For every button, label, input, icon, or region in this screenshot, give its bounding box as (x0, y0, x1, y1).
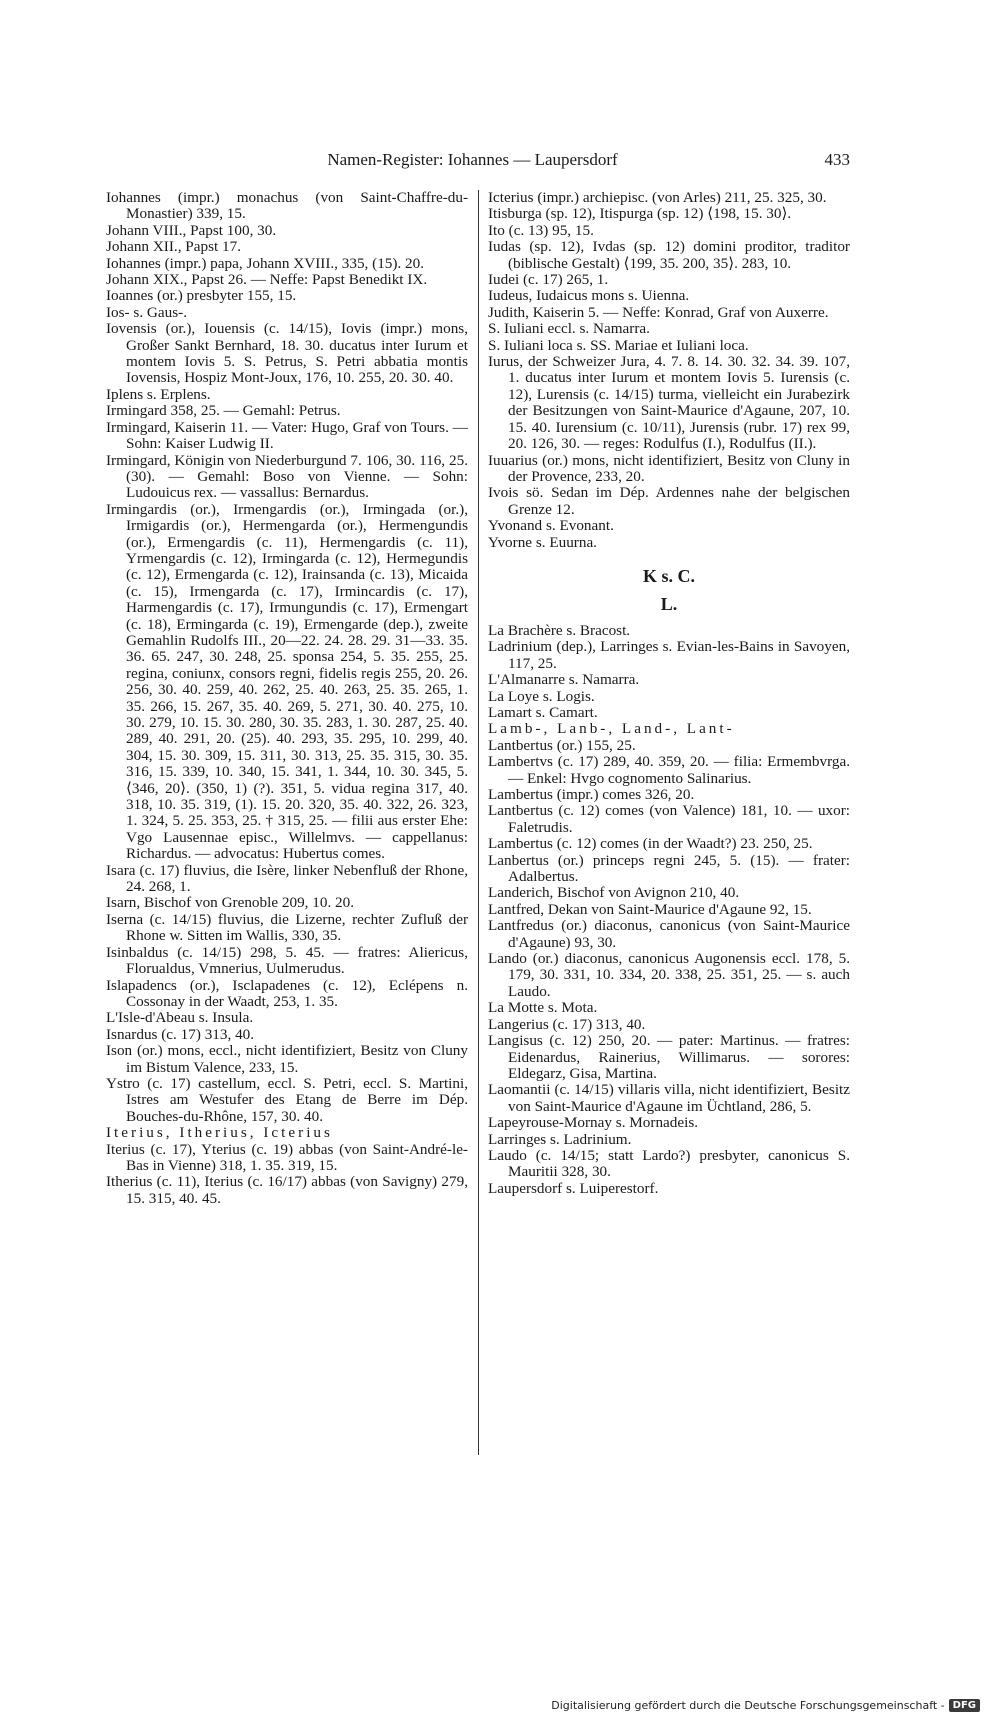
register-entry: Ison (or.) mons, eccl., nicht identifiziert, Besitz von Cluny im Bistum Valence, 233, 15. (106, 1042, 468, 1076)
register-entry: Lambertus (impr.) comes 326, 20. (488, 786, 695, 803)
register-entry: Iudei (c. 17) 265, 1. (488, 271, 609, 289)
register-entry: Iplens s. Erplens. (106, 385, 211, 403)
register-entry: Iudas (sp. 12), Ivdas (sp. 12) domini proditor, traditor (biblische Gestalt) ⟨199, 35. 200, 35⟩. 283, 10. (488, 238, 850, 272)
left-column (106, 190, 468, 1207)
register-entry: La Motte s. Mota. (488, 999, 598, 1017)
register-entry: Ito (c. 13) 95, 15. (488, 221, 594, 239)
register-entry: S. Iuliani loca s. SS. Mariae et Iuliani loca. (488, 336, 749, 354)
footer-text: Digitalisierung gefördert durch die Deutsche Forschungsgemeinschaft - (551, 1699, 945, 1712)
register-entry: Iohannes (impr.) papa, Johann XVIII., 335, (15). 20. (106, 254, 425, 272)
register-entry: Lamart s. Camart. (488, 703, 598, 721)
register-entry: Itherius (c. 11), Iterius (c. 16/17) abbas (von Savigny) 279, 15. 315, 40. 45. (106, 1173, 468, 1207)
right-column-bottom (488, 623, 850, 1197)
register-entry: Yvonand s. Evonant. (488, 517, 614, 535)
section-heading-k: K s. C. (642, 565, 695, 586)
register-entry: Langisus (c. 12) 250, 20. — pater: Martinus. — fratres: Eidenardus, Rainerius, Willimarus. — sorores: Eldegarz, Gisa, Martina. (488, 1032, 850, 1082)
register-entry: Laupersdorf s. Luiperestorf. (488, 1179, 659, 1197)
register-entry: Laomantii (c. 14/15) villaris villa, nicht identifiziert, Besitz von Saint-Maurice d'Agaune im Üchtland, 286, 5. (488, 1081, 850, 1115)
register-entry: Isnardus (c. 17) 313, 40. (106, 1025, 255, 1043)
register-entry: Icterius (impr.) archiepisc. (von Arles) 211, 25. 325, 30. (488, 189, 827, 206)
register-entry: Lantfred, Dekan von Saint-Maurice d'Agaune 92, 15. (488, 900, 812, 918)
register-entry: L'Isle-d'Abeau s. Insula. (106, 1009, 254, 1027)
register-entry: Lantbertus (or.) 155, 25. (488, 736, 636, 754)
register-entry: Isinbaldus (c. 14/15) 298, 5. 45. — fratres: Aliericus, Florualdus, Vmnerius, Uulmerudus. (106, 943, 468, 978)
register-entry: Ystro (c. 17) castellum, eccl. S. Petri, eccl. S. Martini, Istres am Westufer des Etang de Berre im Dép. Bouches-du-Rhône, 157, 30. 40. (106, 1074, 468, 1125)
register-entry: Johann XIX., Papst 26. — Neffe: Papst Benedikt IX. (106, 271, 428, 289)
footer (551, 1699, 980, 1712)
right-column (488, 190, 850, 1197)
register-entry: Ladrinium (dep.), Larringes s. Evian-les-Bains in Savoyen, 117, 25. (488, 638, 850, 672)
register-entry: Landerich, Bischof von Avignon 210, 40. (488, 884, 740, 902)
page-number: 433 (824, 150, 850, 169)
register-entry: Yvorne s. Euurna. (488, 533, 597, 551)
register-entry: Iudeus, Iudaicus mons s. Uienna. (488, 287, 690, 305)
register-entry: Judith, Kaiserin 5. — Neffe: Konrad, Graf von Auxerre. (488, 303, 829, 321)
register-entry: Isara (c. 17) fluvius, die Isère, linker Nebenfluß der Rhone, 24. 268, 1. (106, 861, 468, 896)
register-entry: Lanbertus (or.) princeps regni 245, 5. (15). — frater: Adalbertus. (488, 851, 850, 886)
register-entry: Iurus, der Schweizer Jura, 4. 7. 8. 14. 30. 32. 34. 39. 107, 1. ducatus inter Iurum et montem Iovis 5. Iurensis (c. 12), Lurensis (c. 14/15) turma, vielleicht ein Jurabezirk der Besitzungen von Saint-Maurice d'Agaune, 207, 10. 15. 40. Iurensium (c. 10/11), Jurensis (rubr. 17) rex 99, 20. 126, 30. — reges: Rodulfus (I.), Rodulfus (II.). (488, 353, 850, 453)
register-entry: Johann VIII., Papst 100, 30. (106, 221, 277, 239)
register-entry: Islapadencs (or.), Isclapadenes (c. 12), Eclépens n. Cossonay in der Waadt, 253, 1. 35. (106, 976, 468, 1010)
register-entry: Lambertvs (c. 17) 289, 40. 359, 20. — filia: Ermembvrga. — Enkel: Hvgo cognomento Salinarius. (488, 753, 850, 787)
register-entry: Langerius (c. 17) 313, 40. (488, 1015, 646, 1033)
register-entry: Irmingardis (or.), Irmengardis (or.), Irmingada (or.), Irmigardis (or.), Hermengarda (or.), Hermengundis (or.), Ermengardis (c. 11), Hermengardis (c. 11), Yrmengardis (c. 12), Irmingarda (c. 12), Hermegundis (c. 12), Ermengarda (c. 12), Irainsanda (c. 13), Micaida (c. 15), Irmengarda (c. 17), Irmincardis (c. 17), Harmengardis (c. 17), Irmungundis (c. 17), Ermengart (c. 18), Ermingarda (c. 19), Ermengarde (dep.), zweite Gemahlin Rudolfs III., 20—22. 24. 28. 29. 31—33. 35. 36. 65. 247, 30. 248, 25. sponsa 254, 5. 35. 255, 25. regina, coniunx, consors regni, fidelis regis 255, 20. 26. 256, 30. 40. 259, 40. 262, 25. 40. 263, 25. 35. 265, 1. 35. 266, 15. 267, 35. 40. 269, 5. 271, 30. 40. 275, 10. 30. 279, 10. 15. 30. 280, 30. 35. 283, 1. 30. 287, 25. 40. 289, 40. 291, 20. (25). 40. 293, 35. 295, 10. 299, 40. 304, 15. 30. 309, 15. 311, 30. 313, 25. 35. 315, 30. 35. 316, 15. 339, 10. 340, 15. 341, 1. 344, 10. 30. 345, 5. ⟨346, 20⟩. (350, 1) (?). 351, 5. vidua regina 317, 40. 318, 10. 35. 319, (1). 15. 20. 320, 35. 40. 322, 26. 323, 1. 324, 5. 25. 353, 25. † 315, 25. — filii aus erster Ehe: Vgo Lausennae episc., Willelmvs. — cappellanus: Richardus. — advocatus: Hubertus comes. (106, 500, 468, 863)
register-entry: Lambertus (c. 12) comes (in der Waadt?) 23. 250, 25. (488, 835, 813, 853)
register-entry: Iserna (c. 14/15) fluvius, die Lizerne, rechter Zufluß der Rhone w. Sitten im Wallis, 330, 35. (106, 910, 468, 945)
register-entry: S. Iuliani eccl. s. Namarra. (488, 320, 650, 338)
register-entry: Irmingard 358, 25. — Gemahl: Petrus. (106, 402, 341, 420)
right-column-top (488, 190, 850, 551)
register-entry: L'Almanarre s. Namarra. (488, 671, 640, 689)
register-entry: Laudo (c. 14/15; statt Lardo?) presbyter, canonicus S. Mauritii 328, 30. (488, 1146, 850, 1181)
register-entry: Lantfredus (or.) diaconus, canonicus (von Saint-Maurice d'Agaune) 93, 30. (488, 917, 850, 951)
register-entry: Ios- s. Gaus-. (106, 303, 187, 321)
register-entry: Iovensis (or.), Iouensis (c. 14/15), Iovis (impr.) mons, Großer Sankt Bernhard, 18. 30. ducatus inter Iurum et montem Iovis 5. S. Petrus, S. Petri abbatia montis Iovensis, Hospiz Mont-Joux, 176, 10. 255, 20. 30. 40. (106, 320, 468, 387)
section-heading-l: L. (660, 593, 678, 614)
dfg-logo-icon: DFG (949, 1699, 980, 1712)
running-head (105, 150, 850, 170)
register-entry: Lapeyrouse-Mornay s. Mornadeis. (488, 1114, 699, 1132)
register-entry: Ivois sö. Sedan im Dép. Ardennes nahe der belgischen Grenze 12. (488, 484, 850, 518)
register-entry: Irmingard, Königin von Niederburgund 7. 106, 30. 116, 25. (30). — Gemahl: Boso von Vienne. — Sohn: Ludouicus rex. — vassallus: Bernardus. (106, 451, 468, 502)
column-divider (478, 190, 479, 1455)
register-entry: Lamb-, Lanb-, Land-, Lant- (488, 720, 735, 738)
register-entry: Iterius, Itherius, Icterius (106, 1124, 333, 1142)
register-entry: Isarn, Bischof von Grenoble 209, 10. 20. (106, 894, 355, 912)
register-entry: Iterius (c. 17), Yterius (c. 19) abbas (von Saint-André-le-Bas in Vienne) 318, 1. 35. 319, 15. (106, 1140, 468, 1174)
register-entry: Itisburga (sp. 12), Itispurga (sp. 12) ⟨198, 15. 30⟩. (488, 205, 792, 223)
register-entry: Johann XII., Papst 17. (106, 238, 241, 256)
register-entry: La Loye s. Logis. (488, 687, 595, 705)
register-entry: Larringes s. Ladrinium. (488, 1130, 632, 1148)
register-entry: Irmingard, Kaiserin 11. — Vater: Hugo, Graf von Tours. — Sohn: Kaiser Ludwig II. (106, 418, 468, 453)
register-entry: La Brachère s. Bracost. (488, 621, 631, 639)
register-entry: Lando (or.) diaconus, canonicus Augonensis eccl. 178, 5. 179, 30. 331, 10. 334, 20. 338, 25. 351, 25. — s. auch Laudo. (488, 950, 850, 1000)
register-entry: Lantbertus (c. 12) comes (von Valence) 181, 10. — uxor: Faletrudis. (488, 802, 850, 836)
register-entry: Iohannes (impr.) monachus (von Saint-Chaffre-du-Monastier) 339, 15. (106, 189, 468, 223)
register-entry: Iuuarius (or.) mons, nicht identifiziert, Besitz von Cluny in der Provence, 233, 20. (488, 451, 850, 485)
page-title: Namen-Register: Iohannes — Laupersdorf (327, 150, 618, 169)
register-entry: Ioannes (or.) presbyter 155, 15. (106, 287, 297, 305)
